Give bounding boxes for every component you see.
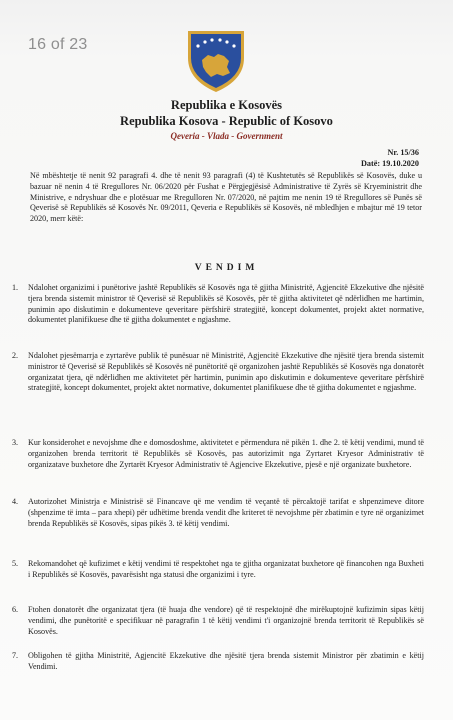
item-text: Ndalohet organizimi i punëtorive jashtë Republikës së Kosovës nga të gjitha Ministritë, Agjencitë Ekzekutive dhe njësitë tjera brenda sistemit ministror të Qeverisë së Republikës së Kosovës, për të gjitha aktivitetet që ndërlidhen me hartimin, punimin apo diskutimin e dokumenteve qeveritare përfshirë strategjitë, koncept dokumentet, projekt aktet normative, dokumentet planifikuese dhe të gjitha dokumentet e ngjashme. [28,283,424,325]
document-meta [361,147,419,169]
item-text: Rekomandohet që kufizimet e këtij vendimi të respektohet nga te gjitha organizatat buxhetore që financohen nga Buxheti i Republikës së Kosovës, pavarësisht nga statusi dhe organizimi i tyre. [28,559,424,579]
item-number: 4. [12,497,19,506]
item-text: Autorizohet Ministrja e Ministrisë së Financave që me vendim të veçantë të përcaktojë tarifat e shpenzimeve ditore (shpenzime të imta – para xhepi) për udhëtime brenda vendit dhe kriteret të nevojshme për zbatimin e tyre në organizimet brenda Republikës së Kosovës, sipas pikës 3. të këtij vendimi. [28,497,424,528]
intro-paragraph: Në mbështetje të nenit 92 paragrafi 4. dhe të nenit 93 paragrafi (4) të Kushtetutës së Republikës së Kosovës, duke u bazuar në nenin 4 të Rregullores Nr. 06/2020 për Fushat e Përgjegjësisë Administrative të Zyrës së Kryeministrit dhe Ministrive, e ndryshuar dhe e plotësuar me Rregulloren Nr. 07/2020, në pajtim me nenin 19 të Rregullores së Punës së Qeverisë së Republikës së Kosovës Nr. 09/2011, Qeveria e Republikës së Kosovës, në mbledhjen e mbajtur më 19 tetor 2020, merr këtë: [30,171,422,224]
item-number: 6. [12,605,19,614]
item-number: 3. [12,438,19,447]
item-number: 2. [12,351,19,360]
document-number: Nr. 15/36 [387,148,419,157]
document-date: Datë: 19.10.2020 [361,159,419,168]
header-republic-serbian-english: Republika Kosova - Republic of Kosovo [120,114,333,128]
header-government: Qeveria - Vlada - Government [170,131,283,141]
item-text: Kur konsiderohet e nevojshme dhe e domosdoshme, aktivitetet e përmendura në pikën 1. dhe 2. të këtij vendimi, mund të organizohen brenda territorit të Republikës së Kosovës, pas autorizimit nga Zyrtaret Kryesor Administrativ të organizatave buxhetore dhe Zyrtarët Kryesor Administrativ të Agjencive Ekzekutive, pjesë e një organizate buxhetore. [28,438,424,469]
page-indicator: 16 of 23 [28,36,88,53]
item-number: 7. [12,651,19,660]
item-number: 5. [12,559,19,568]
coat-of-arms-emblem [184,28,248,94]
item-number: 1. [12,283,19,292]
decision-title: VENDIM [194,263,259,273]
item-text: Ftohen donatorët dhe organizatat tjera (të huaja dhe vendore) që të respektojnë dhe mirëkuptojnë kufizimin sipas këtij vendimi, dhe punëtoritë e specifikuar në paragrafin 1 të këtij vendimi t'i organizojnë brenda territorit të Republikës së Kosovës. [28,605,424,636]
item-text: Obligohen të gjitha Ministritë, Agjencitë Ekzekutive dhe njësitë tjera brenda sistemit Ministror për zbatimin e këtij Vendimi. [28,651,424,671]
item-text: Ndalohet pjesëmarrja e zyrtarëve publik të punësuar në Ministritë, Agjencitë Ekzekutive dhe njësitë tjera brenda sistemit ministror të Qeverisë së Republikës së Kosovës në punëtoritë që organizohen jashtë Republikës së Kosovës nga donatorët organizatat tjera, që ndërlidhen me aktivitetet për hartimin, punimin apo diskutimin e dokumenteve qeveritare përfshirë strategjitë, koncept dokumentet, projekt aktet normative, dokumentet planifikuese dhe të gjitha dokumentet e ngjashme. [28,351,424,393]
header-republic-albanian: Republika e Kosovës [170,98,283,112]
